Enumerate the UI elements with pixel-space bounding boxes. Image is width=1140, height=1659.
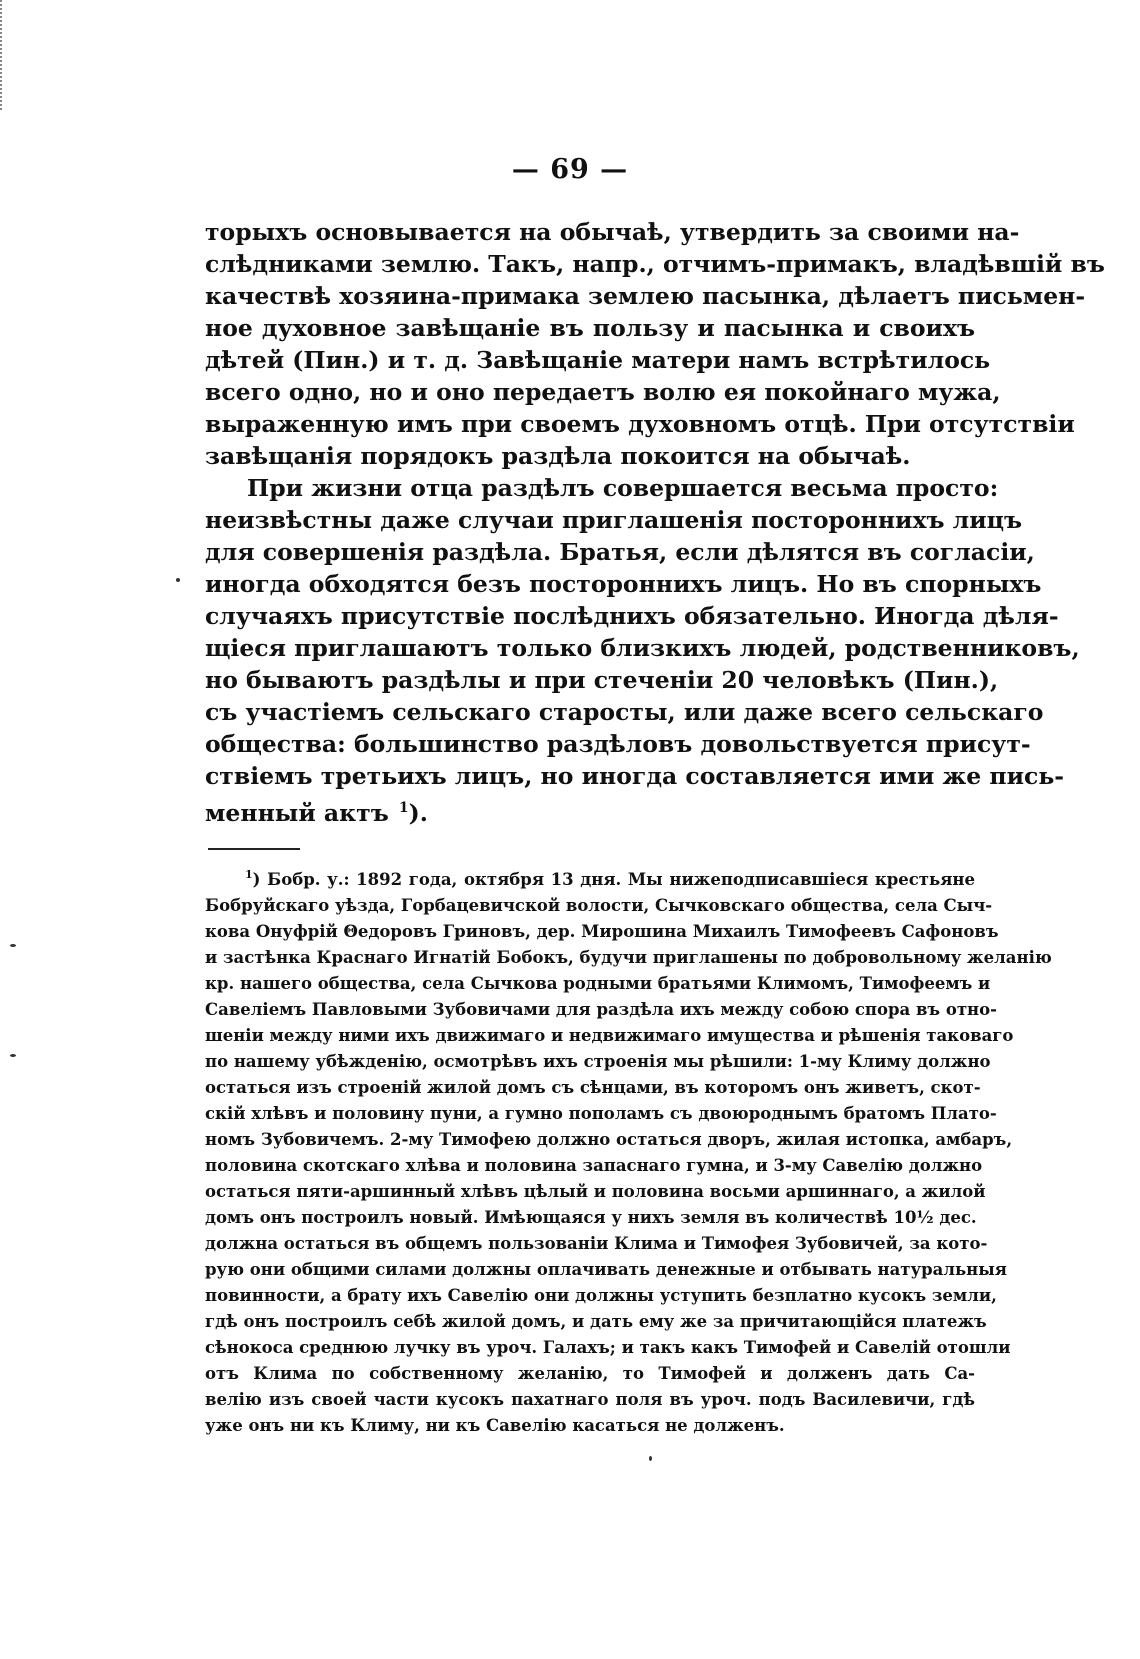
footnote-divider xyxy=(208,848,300,850)
text-line: слѣдниками землю. Такъ, напр., отчимъ-примакъ, владѣвшій въ xyxy=(205,250,1105,278)
footnote-line: уже онъ ни къ Климу, ни къ Савелію касаться не долженъ. xyxy=(205,1416,785,1435)
print-speck xyxy=(10,944,16,947)
text-line: торыхъ основывается на обычаѣ, утвердить за своими на- xyxy=(205,218,1020,246)
footnote-line: шеніи между ними ихъ движимаго и недвижимаго имущества и рѣшенія таковаго xyxy=(205,1026,1014,1045)
text-line: выраженную имъ при своемъ духовномъ отцѣ. При отсутствіи xyxy=(205,410,1075,438)
text-line: менный актъ xyxy=(205,799,389,827)
footnote xyxy=(205,862,1052,1439)
text-line: качествѣ хозяина-примака землею пасынка, дѣлаетъ письмен- xyxy=(205,282,1086,310)
footnote-line: и застѣнка Краснаго Игнатій Бобокъ, будучи приглашены по добровольному желанію xyxy=(205,948,1052,967)
text-line: щіеся приглашаютъ только близкихъ людей, родственниковъ, xyxy=(205,634,1080,662)
footnote-line: рую они общими силами должны оплачивать денежные и отбывать натуральныя xyxy=(205,1260,1007,1279)
text-line-final xyxy=(205,792,975,829)
main-text xyxy=(205,216,1105,829)
footnote-line: повинности, а брату ихъ Савелію они должны уступить безплатно кусокъ земли, xyxy=(205,1286,997,1305)
footnote-line-first xyxy=(205,862,975,893)
footnote-line: остаться пяти-аршинный хлѣвъ цѣлый и половина восьми аршиннаго, а жилой xyxy=(205,1182,986,1201)
footnote-line: Бобруйскаго уѣзда, Горбацевичской волости, Сычковскаго общества, села Сыч- xyxy=(205,896,993,915)
text-line: общества: большинство раздѣловъ довольствуется присут- xyxy=(205,730,1031,758)
text-line: иногда обходятся безъ постороннихъ лицъ. Но въ спорныхъ xyxy=(205,570,1042,598)
footnote-mark: 1 xyxy=(245,868,253,881)
footnote-line: Савеліемъ Павловыми Зубовичами для раздѣла ихъ между собою спора въ отно- xyxy=(205,1000,997,1019)
footnote-line: сѣнокоса среднюю лучку въ уроч. Галахъ; и такъ какъ Тимофей и Савелій отошли xyxy=(205,1338,1011,1357)
footnote-line: домъ онъ построилъ новый. Имѣющаяся у нихъ земля въ количествѣ 10½ дес. xyxy=(205,1208,977,1227)
text-line: завѣщанія порядокъ раздѣла покоится на обычаѣ. xyxy=(205,442,911,470)
page-edge-dots xyxy=(0,0,5,110)
text-line: случаяхъ присутствіе послѣднихъ обязательно. Иногда дѣля- xyxy=(205,602,1059,630)
footnote-line: скій хлѣвъ и половину пуни, а гумно пополамъ съ двоюроднымъ братомъ Плато- xyxy=(205,1104,997,1123)
text-line: неизвѣстны даже случаи приглашенія постороннихъ лицъ xyxy=(205,506,1023,534)
text-line: съ участіемъ сельскаго старосты, или даже всего сельскаго xyxy=(205,698,1044,726)
footnote-line: кр. нашего общества, села Сычкова родными братьями Климомъ, Тимофеемъ и xyxy=(205,974,991,993)
footnote-line: должна остаться въ общемъ пользованіи Клима и Тимофея Зубовичей, за кото- xyxy=(205,1234,988,1253)
page-number: — 69 — xyxy=(511,154,629,185)
footnote-line: отъ Клима по собственному желанію, то Тимофей и долженъ дать Са- xyxy=(205,1364,975,1383)
footnote-reference[interactable]: 1 xyxy=(398,800,409,816)
text-line: При жизни отца раздѣлъ совершается весьма просто: xyxy=(247,474,999,502)
footnote-line: остаться изъ строеній жилой домъ съ сѣнцами, въ которомъ онъ живетъ, скот- xyxy=(205,1078,981,1097)
footnote-line: кова Онуфрій Θедоровъ Гриновъ, дер. Мирошина Михаилъ Тимофеевъ Сафоновъ xyxy=(205,922,999,941)
text-line: ное духовное завѣщаніе въ пользу и пасынка и своихъ xyxy=(205,314,975,342)
footnote-line: гдѣ онъ построилъ себѣ жилой домъ, и дать ему же за причитающійся платежъ xyxy=(205,1312,987,1331)
text-line: всего одно, но и оно передаетъ волю ея покойнаго мужа, xyxy=(205,378,1001,406)
print-speck xyxy=(176,578,180,582)
footnote-line: по нашему убѣжденію, осмотрѣвъ ихъ строенія мы рѣшили: 1-му Климу должно xyxy=(205,1052,991,1071)
text-line: но бываютъ раздѣлы и при стеченіи 20 человѣкъ (Пин.), xyxy=(205,666,999,694)
closing-punctuation: ). xyxy=(408,799,428,827)
print-speck xyxy=(649,1456,652,1461)
text-line: дѣтей (Пин.) и т. д. Завѣщаніе матери намъ встрѣтилось xyxy=(205,346,991,374)
footnote-line: половина скотскаго хлѣва и половина запаснаго гумна, и 3-му Савелію должно xyxy=(205,1156,983,1175)
footnote-line: велію изъ своей части кусокъ пахатнаго поля въ уроч. подъ Василевичи, гдѣ xyxy=(205,1390,975,1409)
text-line: для совершенія раздѣла. Братья, если дѣлятся въ согласіи, xyxy=(205,538,1035,566)
footnote-line: ) Бобр. у.: 1892 года, октября 13 дня. Мы нижеподписавшіеся крестьяне xyxy=(252,870,975,889)
footnote-line: номъ Зубовичемъ. 2-му Тимофею должно остаться дворъ, жилая истопка, амбаръ, xyxy=(205,1130,1013,1149)
print-speck xyxy=(10,1054,16,1057)
text-line: ствіемъ третьихъ лицъ, но иногда составляется ими же пись- xyxy=(205,762,1065,790)
